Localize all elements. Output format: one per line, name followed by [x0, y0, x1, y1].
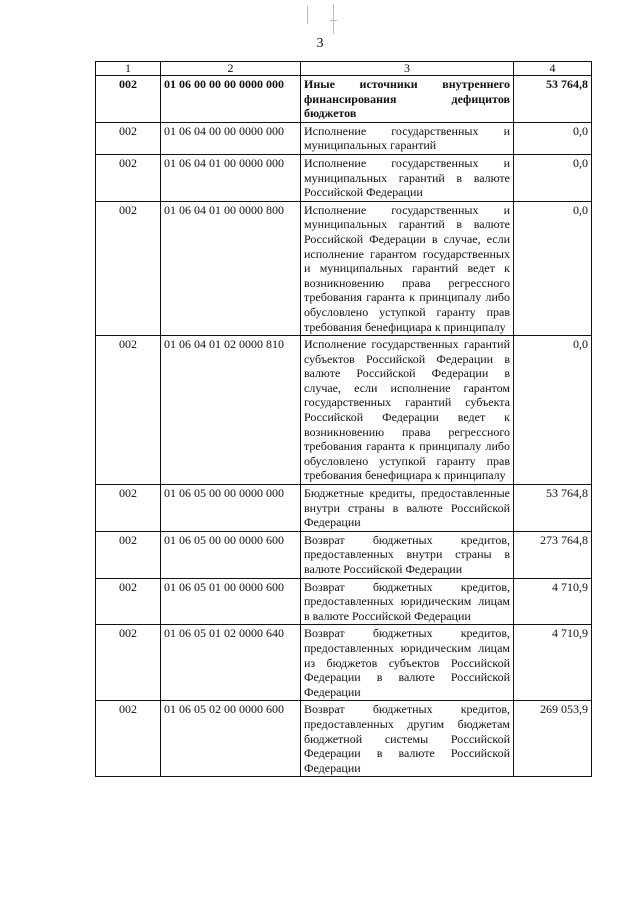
- table-row: [96, 625, 592, 701]
- admin-code-cell: 002: [96, 701, 161, 777]
- column-header-1: 1: [96, 62, 161, 76]
- source-name-cell: Возврат бюджетных кредитов, предоставленных другим бюджетам бюджетной системы Российской Федерации в валюте Российской Федерации: [301, 701, 514, 777]
- amount-cell: 0,0: [514, 201, 592, 335]
- column-header-2: 2: [161, 62, 301, 76]
- table-row: [96, 201, 592, 335]
- column-header-4: 4: [514, 62, 592, 76]
- scan-artifact-line: [307, 6, 308, 24]
- table-row: [96, 531, 592, 578]
- classification-code-cell: 01 06 00 00 00 0000 000: [161, 76, 301, 123]
- admin-code-cell: 002: [96, 625, 161, 701]
- source-name-cell: Исполнение государственных и муниципальных гарантий: [301, 122, 514, 154]
- classification-code-cell: 01 06 05 00 00 0000 000: [161, 485, 301, 532]
- table-row: [96, 485, 592, 532]
- source-name-cell: Возврат бюджетных кредитов, предоставленных внутри страны в валюте Российской Федерации: [301, 531, 514, 578]
- source-name-cell: Бюджетные кредиты, предоставленные внутри страны в валюте Российской Федерации: [301, 485, 514, 532]
- column-header-3: 3: [301, 62, 514, 76]
- budget-sources-table: [95, 61, 592, 777]
- table-row: [96, 154, 592, 201]
- source-name-cell: Возврат бюджетных кредитов, предоставленных юридическим лицам в валюте Российской Федерации: [301, 578, 514, 625]
- table-row: [96, 578, 592, 625]
- amount-cell: 0,0: [514, 122, 592, 154]
- classification-code-cell: 01 06 05 02 00 0000 600: [161, 701, 301, 777]
- classification-code-cell: 01 06 04 01 00 0000 000: [161, 154, 301, 201]
- admin-code-cell: 002: [96, 122, 161, 154]
- classification-code-cell: 01 06 04 01 00 0000 800: [161, 201, 301, 335]
- amount-cell: 53 764,8: [514, 76, 592, 123]
- classification-code-cell: 01 06 05 00 00 0000 600: [161, 531, 301, 578]
- admin-code-cell: 002: [96, 76, 161, 123]
- scan-artifact-line: [330, 20, 337, 21]
- amount-cell: 4 710,9: [514, 578, 592, 625]
- source-name-cell: Исполнение государственных гарантий субъектов Российской Федерации в валюте Российской Федерации в случае, если исполнение гарантом государственных гарантий субъекта Российской Федерации ведет к возникновению права регрессного требования гаранта к принципалу либо обусловлено уступкой гаранту прав требования бенефициара к принципалу: [301, 336, 514, 485]
- admin-code-cell: 002: [96, 485, 161, 532]
- page-number: 3: [316, 36, 324, 51]
- classification-code-cell: 01 06 04 01 02 0000 810: [161, 336, 301, 485]
- amount-cell: 273 764,8: [514, 531, 592, 578]
- amount-cell: 53 764,8: [514, 485, 592, 532]
- source-name-cell: Исполнение государственных и муниципальных гарантий в валюте Российской Федерации: [301, 154, 514, 201]
- admin-code-cell: 002: [96, 531, 161, 578]
- table-row: [96, 336, 592, 485]
- classification-code-cell: 01 06 05 01 00 0000 600: [161, 578, 301, 625]
- source-name-cell: Иные источники внутреннего финансирования дефицитов бюджетов: [301, 76, 514, 123]
- source-name-cell: Исполнение государственных и муниципальных гарантий в валюте Российской Федерации в случае, если исполнение гарантом государственных и муниципальных гарантий ведет к возникновению права регрессного требования гаранта к принципалу либо обусловлено уступкой гаранту прав требования бенефициара к принципалу: [301, 201, 514, 335]
- amount-cell: 4 710,9: [514, 625, 592, 701]
- table-row: [96, 76, 592, 123]
- admin-code-cell: 002: [96, 336, 161, 485]
- admin-code-cell: 002: [96, 154, 161, 201]
- amount-cell: 0,0: [514, 154, 592, 201]
- admin-code-cell: 002: [96, 578, 161, 625]
- classification-code-cell: 01 06 05 01 02 0000 640: [161, 625, 301, 701]
- admin-code-cell: 002: [96, 201, 161, 335]
- table-row: [96, 701, 592, 777]
- amount-cell: 0,0: [514, 336, 592, 485]
- scan-artifact-line: [333, 4, 334, 34]
- table-row: [96, 122, 592, 154]
- classification-code-cell: 01 06 04 00 00 0000 000: [161, 122, 301, 154]
- table-header-row: [96, 62, 592, 76]
- source-name-cell: Возврат бюджетных кредитов, предоставленных юридическим лицам из бюджетов субъектов Российской Федерации в валюте Российской Федерации: [301, 625, 514, 701]
- amount-cell: 269 053,9: [514, 701, 592, 777]
